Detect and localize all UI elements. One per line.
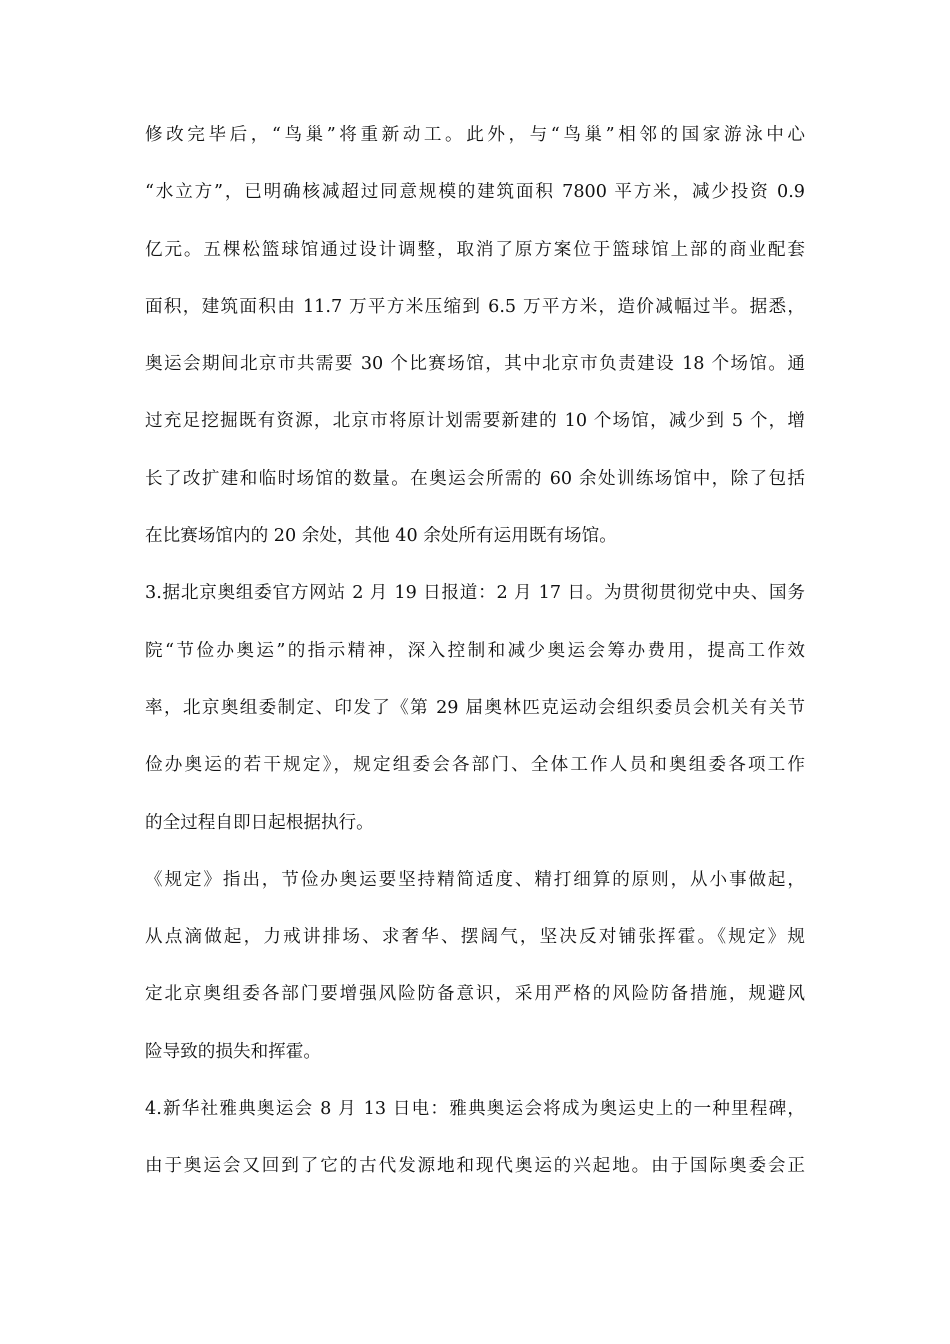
text-line: 由于奥运会又回到了它的古代发源地和现代奥运的兴起地。由于国际奥委会正	[145, 1156, 805, 1177]
text-line: 面积，建筑面积由 11.7 万平方米压缩到 6.5 万平方米，造价减幅过半。据悉，	[145, 296, 805, 317]
text-line: 过充足挖掘既有资源，北京市将原计划需要新建的 10 个场馆，减少到 5 个，增	[145, 411, 805, 432]
text-line: 俭办奥运的若干规定》，规定组委会各部门、全体工作人员和奥组委各项工作	[145, 755, 805, 776]
paragraph-1	[145, 122, 805, 549]
text-line: 率，北京奥组委制定、印发了《第 29 届奥林匹克运动会组织委员会机关有关节	[145, 697, 805, 718]
text-line: 的全过程自即日起根据执行。	[145, 812, 374, 833]
text-line: 奥运会期间北京市共需要 30 个比赛场馆，其中北京市负责建设 18 个场馆。通	[145, 354, 805, 375]
text-line: 《规定》指出，节俭办奥运要坚持精简适度、精打细算的原则，从小事做起，	[145, 869, 805, 890]
text-line: 3.据北京奥组委官方网站 2 月 19 日报道：2 月 17 日。为贯彻贯彻党中央、国务	[145, 583, 805, 604]
paragraph-3	[145, 867, 805, 1065]
text-line: 4.新华社雅典奥运会 8 月 13 日电：雅典奥运会将成为奥运史上的一种里程碑，	[145, 1099, 805, 1120]
text-line: 险导致的损失和挥霍。	[145, 1041, 321, 1062]
text-line: 修改完毕后，“鸟巢”将重新动工。此外，与“鸟巢”相邻的国家游泳中心	[145, 125, 805, 145]
text-line: 长了改扩建和临时场馆的数量。在奥运会所需的 60 余处训练场馆中，除了包括	[145, 468, 805, 489]
text-line: 亿元。五棵松篮球馆通过设计调整，取消了原方案位于篮球馆上部的商业配套	[145, 239, 805, 260]
text-line: 院“节俭办奥运”的指示精神，深入控制和减少奥运会筹办费用，提高工作效	[145, 640, 805, 661]
paragraph-4	[145, 1096, 805, 1179]
paragraph-2	[145, 580, 805, 835]
text-line: “水立方”，已明确核减超过同意规模的建筑面积 7800 平方米，减少投资 0.9	[145, 182, 805, 203]
text-line: 在比赛场馆内的 20 余处，其他 40 余处所有运用既有场馆。	[145, 526, 617, 547]
text-line: 从点滴做起，力戒讲排场、求奢华、摆阔气，坚决反对铺张挥霍。《规定》规	[145, 927, 805, 948]
text-line: 定北京奥组委各部门要增强风险防备意识，采用严格的风险防备措施，规避风	[145, 984, 805, 1005]
document-page	[145, 122, 805, 1211]
